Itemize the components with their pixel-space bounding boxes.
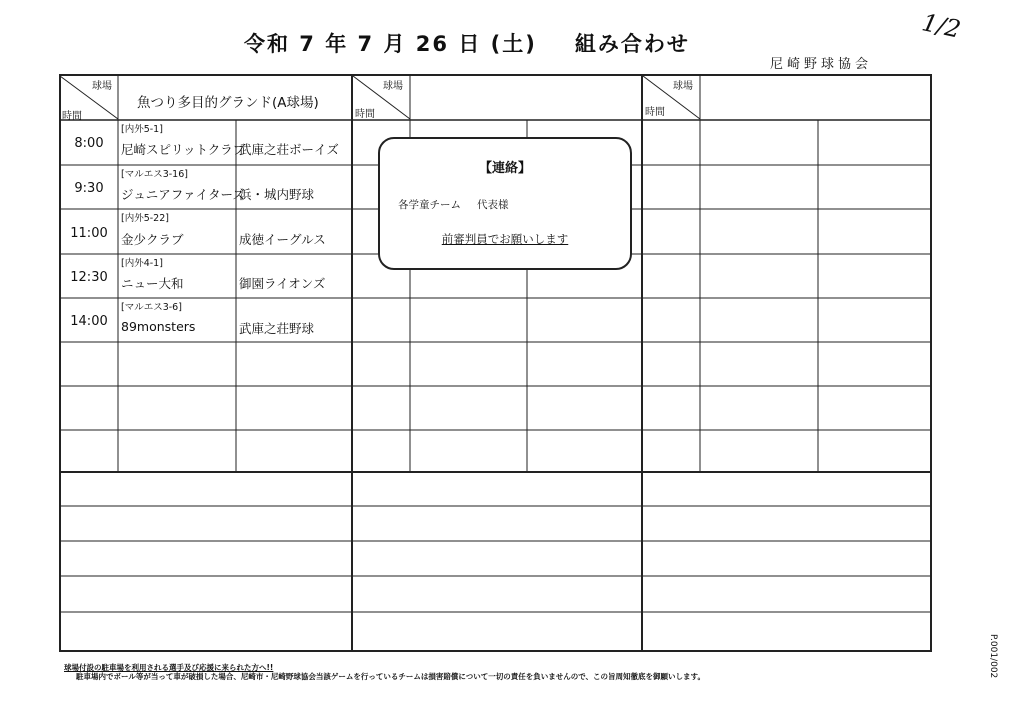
game-time: 11:00 xyxy=(70,226,108,241)
organizer: 尼崎野球協会 xyxy=(770,57,873,72)
game-code: [マルエス3-6] xyxy=(121,302,182,313)
team-away: 成徳イーグルス xyxy=(239,232,326,247)
time-label-a: 時間 xyxy=(62,111,82,122)
game-code: [マルエス3-16] xyxy=(121,169,188,180)
team-home: 89monsters xyxy=(121,319,196,334)
team-away: 御園ライオンズ xyxy=(239,276,326,291)
team-away: 浜・城内野球 xyxy=(239,187,315,202)
game-time: 8:00 xyxy=(74,136,104,151)
date-text: 令和 7 年 7 月 26 日 (土) xyxy=(244,32,537,56)
field-label-b: 球場 xyxy=(383,81,403,92)
game-time: 12:30 xyxy=(70,270,108,285)
notice-title: 【連絡】 xyxy=(478,161,531,176)
title-text: 組み合わせ xyxy=(574,32,690,56)
team-home: ジュニアファイターズ xyxy=(121,187,245,202)
time-label-c: 時間 xyxy=(645,107,665,118)
fax-page-id: P.001/002 xyxy=(988,634,998,679)
team-away: 武庫之荘ボーイズ xyxy=(239,142,339,157)
field-label-c: 球場 xyxy=(673,81,693,92)
team-home: ニュー大和 xyxy=(121,276,184,291)
venue-a-name: 魚つり多目的グランド(A球場) xyxy=(137,95,319,111)
notice-request xyxy=(380,231,630,247)
notice-recipient-team: 各学童チーム xyxy=(398,199,461,211)
notice-request-text: 前審判員でお願いします xyxy=(441,232,569,246)
footer-heading: 球場付設の駐車場を利用される選手及び応援に来られた方へ!! xyxy=(64,663,274,672)
team-home: 尼崎スピリットクラブ xyxy=(121,142,246,157)
team-home: 金少クラブ xyxy=(121,232,184,247)
game-code: [内外4-1] xyxy=(121,258,163,269)
team-away: 武庫之荘野球 xyxy=(239,321,315,336)
field-label-a: 球場 xyxy=(92,81,112,92)
time-label-b: 時間 xyxy=(355,109,375,120)
game-time: 14:00 xyxy=(70,314,108,329)
game-code: [内外5-1] xyxy=(121,124,163,135)
game-code: [内外5-22] xyxy=(121,213,169,224)
footer-disclaimer: 駐車場内でボール等が当って車が破損した場合、尼崎市・尼崎野球協会当該ゲームを行っているチームは損害賠償について一切の責任を負いませんので、この旨周知徹底を御願いします。 xyxy=(76,672,705,681)
game-time: 9:30 xyxy=(74,181,104,196)
page-mark: 1/2 xyxy=(919,8,964,44)
notice-recipient xyxy=(398,197,509,212)
notice-recipient-suffix: 代表様 xyxy=(477,199,509,211)
notice-box xyxy=(378,137,632,270)
